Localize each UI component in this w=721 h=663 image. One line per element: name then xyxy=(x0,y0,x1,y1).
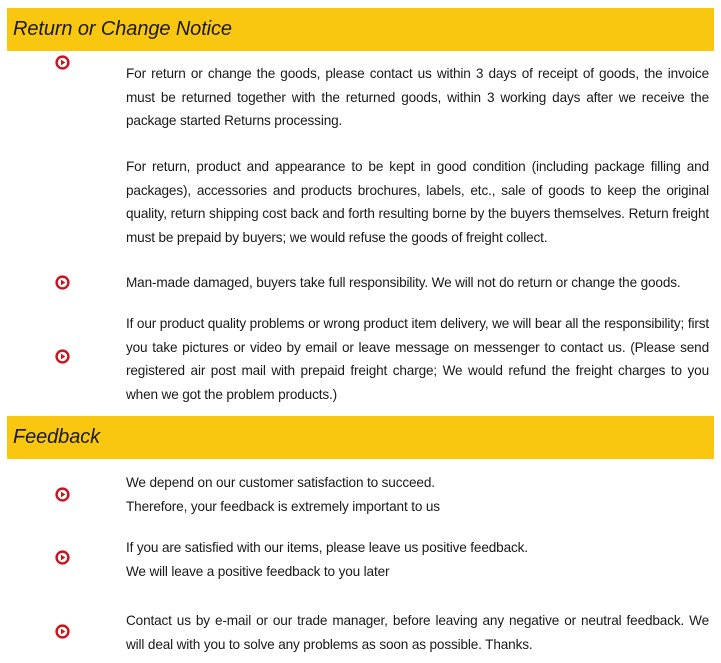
feedback-header xyxy=(7,416,714,459)
play-circle-icon xyxy=(55,275,70,290)
returns-paragraph-1: For return or change the goods, please contact us within 3 days of receipt of goods, the invoice must be returned together with the returned goods, within 3 working days after we receive the package started Returns processing. xyxy=(126,66,709,128)
feedback-title: Feedback xyxy=(13,426,101,448)
feedback-item-2-line-1: If you are satisfied with our items, please leave us positive feedback. xyxy=(126,540,528,555)
play-circle-icon xyxy=(55,624,70,639)
returns-title: Return or Change Notice xyxy=(13,18,232,40)
feedback-item-1 xyxy=(126,471,709,518)
play-circle-icon xyxy=(55,55,70,70)
feedback-item-1-line-1: We depend on our customer satisfaction to succeed. xyxy=(126,475,435,490)
returns-paragraph-2: For return, product and appearance to be kept in good condition (including package filling and packages), accessories and products brochures, labels, etc., sale of goods to keep the original quality, return shipping cost back and forth resulting borne by the buyers themselves. Return freight must be prepaid by buyers; we would refuse the goods of freight collect. xyxy=(126,159,709,245)
returns-header xyxy=(7,8,714,51)
feedback-item-1-line-2: Therefore, your feedback is extremely important to us xyxy=(126,498,440,514)
feedback-item-2 xyxy=(126,536,709,583)
play-circle-icon xyxy=(55,487,70,502)
returns-paragraph-3: Man-made damaged, buyers take full responsibility. We will not do return or change the goods. xyxy=(126,275,681,290)
feedback-item-2-line-2: We will leave a positive feedback to you later xyxy=(126,563,390,579)
returns-paragraph-4: If our product quality problems or wrong product item delivery, we will bear all the responsibility; first you take pictures or video by email or leave message on messenger to contact us. (Please send registered air post mail with prepaid freight charge; We would refund the freight charges to you when we got the problem products.) xyxy=(126,316,709,402)
play-circle-icon xyxy=(55,550,70,565)
feedback-item-3: Contact us by e-mail or our trade manager, before leaving any negative or neutral feedback. We will deal with you to solve any problems as soon as possible. Thanks. xyxy=(126,613,709,652)
play-circle-icon xyxy=(55,349,70,364)
